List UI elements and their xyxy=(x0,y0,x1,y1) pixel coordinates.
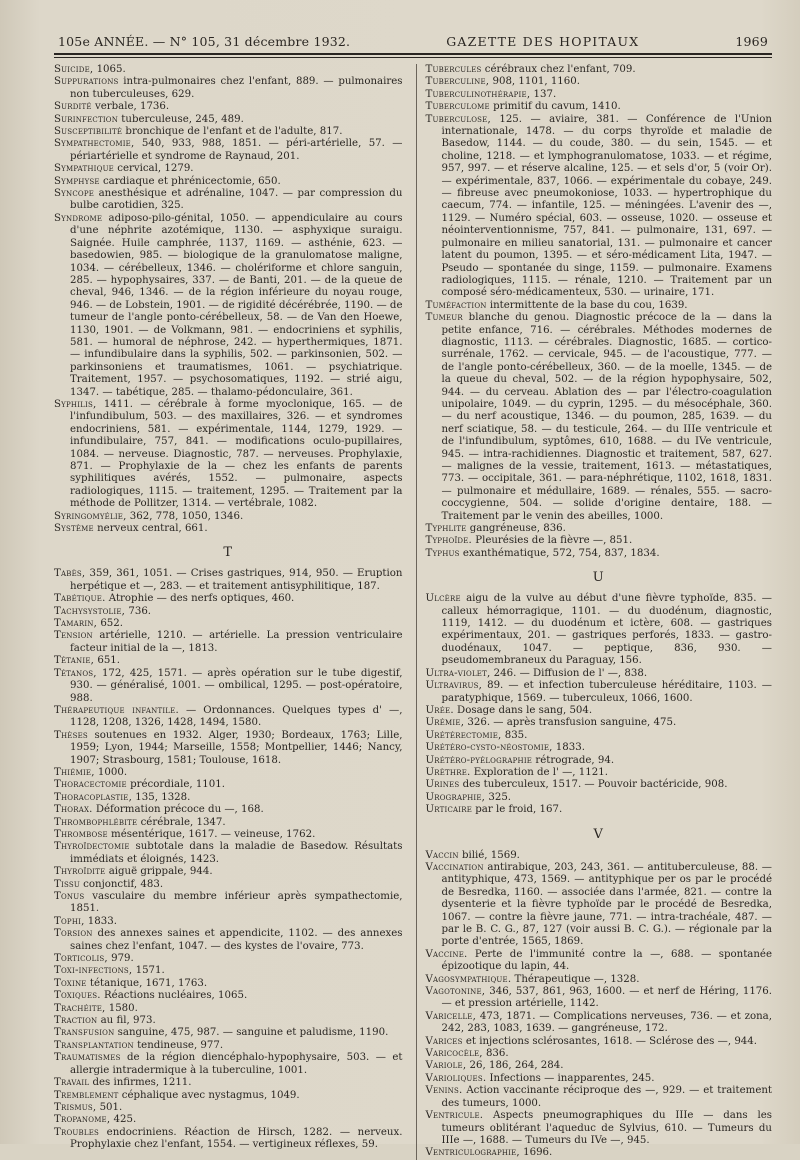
index-term: Thyroïdite xyxy=(54,866,106,878)
index-entry xyxy=(54,1090,402,1102)
index-references: 1065. xyxy=(93,64,126,75)
index-term: Tabès, xyxy=(54,568,86,580)
index-term: Suppurations xyxy=(54,76,119,88)
index-term: Venins. xyxy=(425,1085,463,1097)
index-entry xyxy=(54,523,402,535)
index-term: Thoracectomie xyxy=(54,779,127,791)
index-references: 172, 425, 1571. — après opération sur le tube digestif, 930. — généralisé, 1001. — ombilical, 1295. — post-opératoire, 988. xyxy=(70,667,403,704)
index-term: Ulcère xyxy=(425,593,461,605)
index-term: Tuberculome xyxy=(425,101,490,113)
index-references: des tuberculeux, 1517. — Pouvoir bactéricide, 908. xyxy=(459,779,728,791)
index-entry xyxy=(54,928,402,953)
index-entry xyxy=(54,655,402,667)
index-references: 736. xyxy=(125,605,152,617)
index-term: Urèthre. xyxy=(425,766,471,778)
index-references: 836. xyxy=(482,1048,509,1060)
index-entry xyxy=(425,114,772,300)
index-term: Urétéro-pyélographie xyxy=(425,754,533,766)
index-term: Ultra-violet, xyxy=(425,667,491,679)
page-number: 1969 xyxy=(735,34,768,49)
index-term: Syndrome xyxy=(54,212,103,224)
index-references: Perte de l'immunité contre la —, 688. — spontanée épizootique du lapin, 44. xyxy=(441,948,772,973)
index-term: Thrombose xyxy=(54,828,108,840)
index-references: verbale, 1736. xyxy=(91,101,170,113)
index-references: artérielle, 1210. — artérielle. La pression ventriculaire facteur initial de la —, 1813. xyxy=(70,630,403,654)
index-entry xyxy=(54,126,402,138)
index-entry xyxy=(425,767,772,779)
index-references: 501. xyxy=(96,1101,123,1113)
index-entry xyxy=(425,89,772,101)
index-term: Thèses xyxy=(54,729,88,741)
index-term: Varioliques. xyxy=(425,1072,487,1084)
index-entry xyxy=(425,101,772,113)
index-references: des annexes saines et appendicite, 1102. — des annexes saines chez l'enfant, 1047. — des kystes de l'ovaire, 773. xyxy=(70,928,403,952)
index-references: 325. xyxy=(485,791,512,803)
index-term: Troubles xyxy=(54,1126,100,1138)
index-term: Tamarin, xyxy=(54,618,98,630)
index-entry xyxy=(425,804,772,816)
index-term: Ventricule. xyxy=(425,1110,484,1122)
index-entry xyxy=(54,792,402,804)
index-entry xyxy=(54,511,402,523)
index-term: Typhoïde. xyxy=(425,535,472,547)
index-term: Tétanie, xyxy=(54,655,95,667)
index-term: Urémie, xyxy=(425,717,465,729)
index-references: nerveux central, 661. xyxy=(93,523,208,535)
index-entry xyxy=(54,1015,402,1027)
index-entry xyxy=(54,1077,402,1089)
index-term: Sympathique xyxy=(54,163,114,175)
index-references: 1580. xyxy=(105,1002,138,1014)
index-references: Infections — inapparentes, 245. xyxy=(486,1072,655,1084)
index-references: 540, 933, 988, 1851. — péri-artérielle, 57. — périartérielle et syndrome de Raynaud, 201. xyxy=(70,138,403,162)
index-entry xyxy=(54,1027,402,1039)
index-term: Ultravirus, xyxy=(425,680,483,692)
index-entry xyxy=(425,755,772,767)
index-entry xyxy=(54,1052,402,1077)
index-entry xyxy=(54,730,402,767)
index-term: Typhus xyxy=(425,547,460,559)
index-entry xyxy=(54,593,402,605)
index-references: tendineuse, 977. xyxy=(133,1039,224,1051)
index-references: 1411. — cérébrale à forme myoclonique, 165. — de l'infundibulum, 503. — des maxillaires, 326. — et syndromes endocriniens, 581. — expérimentale, 1144, 1279, 1929. — infundibulaire, 757, 841. — modifications oculo-pupillaires, 1084. — nerveuse. Diagnostic, 787. — nerveuses. Prophylaxie, 871. — Prophylaxie de la — chez les enfants de parents syphilitiques avérés, 1552. — pulmonaire, aspects radiologiques, 1115. — traitement, 1295. — Traitement par la méthode de Pollitzer, 1314. — vertébrale, 1082. xyxy=(70,398,403,510)
index-references: 425. xyxy=(110,1114,137,1126)
index-references: Thérapeutique —, 1328. xyxy=(511,973,640,985)
index-references: 137. xyxy=(530,88,557,100)
index-term: Urticaire xyxy=(425,804,473,816)
index-entry xyxy=(425,548,772,560)
index-entry xyxy=(54,978,402,990)
index-references: antirabique, 203, 243, 361. — antituberculeuse, 88. — antityphique, 473, 1569. — antityphique per os par le procédé de Besredka, 1160. — associée dans l'armée, 821. — contre la dysenterie et la fièvre typhoïde par le procédé de Besredka, 1067. — contre la fièvre jaune, 771. — intra-trachéale, 487. — par le B. C. G., 87, 127 (voir aussi B. C. G.). — régionale par la porte d'entrée, 1565, 1869. xyxy=(441,861,772,948)
index-entry xyxy=(54,1127,402,1152)
index-references: rétrograde, 94. xyxy=(532,754,615,766)
index-references: 135, 1328. xyxy=(132,791,191,803)
index-references: 473, 1871. — Complications nerveuses, 736. — et zona, 242, 283, 1083, 1639. — gangréneuse, 172. xyxy=(441,1010,772,1035)
index-term: Suicide, xyxy=(54,64,94,75)
index-term: Syphilis, xyxy=(54,398,97,410)
index-term: Susceptibilité xyxy=(54,126,123,138)
index-references: Exploration de l' —, 1121. xyxy=(470,766,608,778)
index-term: Thoracoplastie, xyxy=(54,791,133,803)
index-references: 979. xyxy=(107,953,134,965)
index-references: 89. — et infection tuberculeuse héréditaire, 1103. — paratyphique, 1569. — tuberculeux, 1066, 1600. xyxy=(441,680,772,704)
index-references: aiguë grippale, 944. xyxy=(105,866,213,878)
index-entry xyxy=(425,1036,772,1048)
index-references: 652. xyxy=(97,618,123,630)
index-term: Tonus xyxy=(54,891,85,902)
index-entry xyxy=(54,630,402,655)
index-entry xyxy=(425,730,772,742)
index-references: 651. xyxy=(94,655,121,667)
index-term: Traction xyxy=(54,1015,98,1027)
index-entry xyxy=(425,535,772,547)
index-entry xyxy=(425,1011,772,1036)
index-term: Variole, xyxy=(425,1060,467,1072)
index-term: Vagosympathique. xyxy=(425,973,512,985)
index-term: Vaccination xyxy=(425,861,484,873)
index-term: Système xyxy=(54,523,94,535)
index-references: 26, 186, 264, 284. xyxy=(466,1060,564,1072)
index-term: Thorax. xyxy=(54,804,93,816)
index-term: Torticolis, xyxy=(54,953,108,965)
index-references: Déformation précoce du —, 168. xyxy=(92,804,264,816)
running-header xyxy=(54,34,772,49)
index-entry xyxy=(54,804,402,816)
index-column-right xyxy=(416,64,772,1160)
index-references: tuberculeuse, 245, 489. xyxy=(118,113,244,125)
index-term: Urines xyxy=(425,779,460,791)
index-entry xyxy=(425,1073,772,1085)
index-entry xyxy=(425,1085,772,1110)
index-references: cérébraux chez l'enfant, 709. xyxy=(481,64,636,75)
index-references: Atrophie — des nerfs optiques, 460. xyxy=(105,593,295,605)
index-entry xyxy=(425,76,772,88)
index-entry xyxy=(425,680,772,705)
index-entry xyxy=(54,399,402,511)
index-references: 835. xyxy=(501,729,528,741)
index-column-left xyxy=(54,64,402,1160)
index-references: primitif du cavum, 1410. xyxy=(489,101,621,113)
index-entry xyxy=(54,176,402,188)
index-references: 326. — après transfusion sanguine, 475. xyxy=(464,717,677,729)
index-references: anesthésique et adrénaline, 1047. — par compression du bulbe carotidien, 325. xyxy=(70,188,403,212)
index-term: Tuberculinothérapie, xyxy=(425,88,531,100)
index-term: Tuméfaction xyxy=(425,299,487,311)
index-entry xyxy=(425,779,772,791)
index-entry xyxy=(425,792,772,804)
index-entry xyxy=(54,606,402,618)
index-references: Pleurésies de la fièvre —, 851. xyxy=(471,535,633,547)
index-term: Transfusion xyxy=(54,1027,115,1039)
index-references: Réactions nucléaires, 1065. xyxy=(100,990,248,1002)
section-letter: U xyxy=(592,570,605,586)
index-entry xyxy=(54,779,402,791)
index-references: céphalique avec nystagmus, 1049. xyxy=(118,1089,300,1101)
issue-line: 105e ANNÉE. — N° 105, 31 décembre 1932. xyxy=(58,34,351,49)
index-term: Thérapeutique infantile. xyxy=(54,704,179,716)
index-references: 1000. xyxy=(94,766,128,778)
index-term: Tumeur xyxy=(425,312,463,324)
index-references: 359, 361, 1051. — Crises gastriques, 914, 950. — Eruption herpétique et —, 283. — et traitement antisyphilitique, 187. xyxy=(70,568,403,592)
index-references: Aspects pneumographiques du IIIe — dans les tumeurs oblitérant l'aqueduc de Sylvius, 610. — Tumeurs du IIIe —, 1688. — Tumeurs du IVe —, 945. xyxy=(441,1110,772,1146)
index-entry xyxy=(425,523,772,535)
journal-title: GAZETTE DES HOPITAUX xyxy=(446,34,640,49)
section-letter: V xyxy=(593,826,604,842)
header-rule-thin xyxy=(54,57,772,58)
index-entry xyxy=(425,850,772,862)
index-references: — Ordonnances. Quelques types d' —, 1128, 1208, 1326, 1428, 1494, 1580. xyxy=(70,704,403,729)
index-references: bilié, 1569. xyxy=(458,849,520,861)
index-references: par le froid, 167. xyxy=(472,804,563,816)
index-references: de la région diencéphalo-hypophysaire, 503. — et allergie intradermique à la tuberculine, 1001. xyxy=(70,1052,403,1076)
index-references: intra-pulmonaires chez l'enfant, 889. — pulmonaires non tuberculeuses, 629. xyxy=(70,76,403,100)
index-references: 1571. xyxy=(132,965,165,977)
index-term: Urétérectomie, xyxy=(425,729,502,741)
index-term: Ventriculographie, xyxy=(425,1147,520,1159)
index-entry xyxy=(54,188,402,213)
index-references: cardiaque et phrénicectomie, 650. xyxy=(99,175,281,187)
index-references: tétanique, 1671, 1763. xyxy=(86,977,208,989)
index-references: au fil, 973. xyxy=(97,1015,156,1027)
index-entry xyxy=(425,862,772,949)
index-references: cervical, 1279. xyxy=(114,163,194,175)
header-rule xyxy=(54,53,772,55)
index-references: adiposo-pilo-génital, 1050. — appendiculaire au cours d'une néphrite azotémique, 1130. — asphyxique suraigu. Saignée. Huile camphrée, 1137, 1169. — asthénie, 623. — basedowien, 985. — biologique de la granulomatose maligne, 1034. — cérébelleux, 1346. — cholériforme et chlore sanguin, 285. — hypophysaires, 337. — de Banti, 201. — de la queue de cheval, 946, 1346. — de la région inférieure du noyau rouge, 946. — de Lobstein, 1901. — de rigidité décérébrée, 1190. — de tumeur de l'angle ponto-cérébelleux, 58. — de Van den Hoewe, 1130, 1901. — de Volkmann, 981. — endocriniens et syphilis, 581. — humoral de néphrose, 242. — hyperthermiques, 1871. — infundibulaire dans la syphilis, 502. — parkinsonien, 502. — parkinsoniens et traumatismes, 1061. — psychiatrique. Traitement, 1957. — psychosomatiques, 1192. — strié aigu, 1347. — tabétique, 285. — thalamo-pédonculaire, 361. xyxy=(70,212,403,398)
index-entry xyxy=(425,64,772,76)
index-term: Tubercules xyxy=(425,64,482,75)
index-entry xyxy=(425,705,772,717)
index-references: 1833. xyxy=(84,915,117,927)
index-entry xyxy=(425,668,772,680)
index-term: Varices xyxy=(425,1035,463,1047)
index-entry xyxy=(54,767,402,779)
index-references: 1833. xyxy=(552,742,585,754)
index-references: gangréneuse, 836. xyxy=(466,523,566,535)
index-entry xyxy=(425,974,772,986)
index-references: bronchique de l'enfant et de l'adulte, 817. xyxy=(122,126,343,138)
index-references: précordiale, 1101. xyxy=(126,779,225,791)
index-term: Trachéite, xyxy=(54,1002,106,1014)
index-term: Vaccine. xyxy=(425,948,468,960)
index-entry xyxy=(54,1114,402,1126)
index-references: Action vaccinante réciproque des —, 929. — et traitement des tumeurs, 1000. xyxy=(441,1085,772,1109)
index-term: Thrombophlébite xyxy=(54,816,138,828)
index-entry xyxy=(54,953,402,965)
index-term: Thiémie, xyxy=(54,766,95,778)
index-term: Surdité xyxy=(54,101,92,113)
index-entry xyxy=(54,64,402,76)
index-term: Toxine xyxy=(54,977,87,989)
index-term: Travail xyxy=(54,1077,90,1089)
index-entry xyxy=(425,742,772,754)
index-term: Surinfection xyxy=(54,113,119,125)
index-entry xyxy=(54,668,402,705)
index-entry xyxy=(54,213,402,399)
index-entry xyxy=(54,891,402,916)
index-term: Tétanos, xyxy=(54,667,97,679)
index-term: Varicocèle, xyxy=(425,1048,483,1060)
index-entry xyxy=(54,817,402,829)
index-entry xyxy=(54,916,402,928)
index-term: Tachysystolie, xyxy=(54,605,126,617)
index-references: exanthématique, 572, 754, 837, 1834. xyxy=(459,547,660,559)
index-term: Tremblement xyxy=(54,1089,119,1101)
index-entry xyxy=(54,568,402,593)
index-references: 346, 537, 861, 963, 1600. — et nerf de Héring, 1176. — et pression artérielle, 1142. xyxy=(441,986,772,1010)
index-references: blanche du genou. Diagnostic précoce de la — dans la petite enfance, 716. — cérébrales. Méthodes modernes de diagnostic, 1113. — cérébrales. Diagnostic, 1685. — cortico-surrénale, 1762. — cervicale, 945. — de l'acoustique, 777. — de l'angle ponto-cérébelleux, 360. — de la moelle, 1345. — de la queue du cheval, 502. — de la région hypophysaire, 502, 944. — du cerveau. Ablation des — par l'électro-coagulation unipolaire, 1049. — du cyprin, 1295. — du mésocéphale, 360. — du nerf acoustique, 1346. — du poumon, 285, 1639. — du nerf sciatique, 58. — du testicule, 264. — du IIIe ventricule et de l'infundibulum, syptômes, 610, 1688. — du IVe ventricule, 945. — intra-rachidiennes. Diagnostic et traitement, 587, 627. — malignes de la vessie, traitement, 1613. — métastatiques, 773. — occipitale, 361. — para-néphrétique, 1102, 1618, 1831. — pulmonaire et médullaire, 1689. — rénales, 555. — sacro-coccygienne, 504. — solide d'origine dentaire, 188. — Traitement par le venin des abeilles, 1000. xyxy=(441,312,772,522)
index-term: Trismus, xyxy=(54,1101,97,1113)
index-references: 125. — aviaire, 381. — Conférence de l'Union internationale, 1478. — du corps thyroïde et maladie de Basedow, 1144. — du coude, 380. — du sein, 1545. — et choline, 1218. — et lymphogranulomatose, 1033. — et régime, 957, 997. — et réserve alcaline, 125. — et sels d'or, 5 (voir Or). — expérimentale, 837, 1066. — expérimentale du cobaye, 249. — fibreuse avec pneumokoniose, 1033. — hypertrophique du caecum, 774. — infantile, 125. — méningées. L'avenir des —, 1129. — Numéro spécial, 603. — osseuse, 1020. — osseuse et néointerventionnisme, 757, 841. — pulmonaire, 131, 697. — pulmonaire en milieu sanatorial, 131. — pulmonaire et cancer latent du poumon, 1395. — et séro-médicament Lita, 1947. — Pseudo — spontanée du singe, 1159. — pulmonaire. Examens radiologiques, 1115. — rénale, 1210. — Traitement par un composé séro-médicamenteux, 530. — urinaire, 171. xyxy=(441,113,772,299)
index-term: Tophi, xyxy=(54,915,85,927)
index-entry xyxy=(54,138,402,163)
index-entry xyxy=(54,990,402,1002)
index-entry xyxy=(425,717,772,729)
index-entry xyxy=(425,312,772,523)
index-entry xyxy=(54,705,402,730)
index-entry xyxy=(54,101,402,113)
index-term: Tuberculine, xyxy=(425,76,490,88)
index-references: 246. — Diffusion de l' —, 838. xyxy=(490,667,648,679)
index-term: Tissu xyxy=(54,878,80,890)
index-references: 1696. xyxy=(519,1147,553,1159)
index-entry xyxy=(54,1102,402,1114)
index-references: 362, 778, 1050, 1346. xyxy=(126,510,244,522)
index-term: Toxiques. xyxy=(54,990,101,1002)
index-references: intermittente de la base du cou, 1639. xyxy=(486,299,688,311)
index-entry xyxy=(425,1048,772,1060)
index-term: Transplantation xyxy=(54,1039,134,1051)
index-entry xyxy=(54,114,402,126)
index-references: soutenues en 1932. Alger, 1930; Bordeaux, 1763; Lille, 1959; Lyon, 1944; Marseille, 1558; Montpellier, 1446; Nancy, 1907; Strasbourg, 1581; Toulouse, 1618. xyxy=(70,729,403,766)
index-entry xyxy=(54,866,402,878)
section-letter: T xyxy=(223,545,234,561)
index-term: Vagotonine, xyxy=(425,986,486,998)
index-term: Thyroïdectomie xyxy=(54,841,130,853)
index-term: Urographie, xyxy=(425,791,486,803)
index-entry xyxy=(54,965,402,977)
index-references: 908, 1101, 1160. xyxy=(489,76,580,88)
index-entry xyxy=(54,618,402,630)
index-term: Toxi-infections, xyxy=(54,965,133,977)
index-references: sanguine, 475, 987. — sanguine et paludisme, 1190. xyxy=(114,1027,389,1039)
index-references: vasculaire du membre inférieur après sympathectomie, 1851. xyxy=(70,891,403,915)
index-entry xyxy=(425,593,772,667)
index-entry xyxy=(54,1003,402,1015)
index-references: aigu de la vulve au début d'une fièvre typhoïde, 835. — calleux hémorragique, 1101. — du duodénum, diagnostic, 1119, 1412. — du duodénum et ictère, 608. — gastriques expérimentaux, 201. — gastriques perforés, 1833. — gastro-duodénaux, 1047. — peptique, 836, 930. — pseudomembraneux du Paraguay, 156. xyxy=(441,593,772,667)
index-term: Torsion xyxy=(54,928,93,940)
index-term: Urée. xyxy=(425,704,454,716)
index-entry xyxy=(425,1110,772,1147)
index-entry xyxy=(54,841,402,866)
index-references: conjonctif, 483. xyxy=(79,878,164,890)
index-term: Tuberculose, xyxy=(425,113,491,125)
index-references: et injections sclérosantes, 1618. — Sclérose des —, 944. xyxy=(462,1035,757,1047)
index-entry xyxy=(425,1060,772,1072)
index-term: Varicelle, xyxy=(425,1010,477,1022)
index-term: Typhlite xyxy=(425,523,467,535)
index-entry xyxy=(425,986,772,1011)
index-term: Urétéro-cysto-néostomie, xyxy=(425,742,553,754)
index-term: Tabétique. xyxy=(54,593,106,605)
index-references: cérébrale, 1347. xyxy=(137,816,226,828)
index-term: Sympathectomie, xyxy=(54,138,135,150)
index-entry xyxy=(425,1147,772,1159)
index-entry xyxy=(54,1040,402,1052)
index-term: Syncope xyxy=(54,188,95,200)
index-term: Syringomyélie, xyxy=(54,510,127,522)
index-term: Traumatismes xyxy=(54,1052,121,1064)
index-columns xyxy=(54,64,772,1160)
index-references: Dosage dans le sang, 504. xyxy=(453,704,593,716)
index-entry xyxy=(425,949,772,974)
index-term: Vaccin xyxy=(425,849,459,861)
index-term: Symphyse xyxy=(54,175,100,187)
index-references: endocriniens. Réaction de Hirsch, 1282. — nerveux. Prophylaxie chez l'enfant, 1554. — vertigineux réflexes, 59. xyxy=(70,1126,403,1151)
index-term: Tension xyxy=(54,630,93,642)
index-references: mésentérique, 1617. — veineuse, 1762. xyxy=(107,828,316,840)
index-entry xyxy=(54,76,402,101)
index-entry xyxy=(54,163,402,175)
index-references: subtotale dans la maladie de Basedow. Résultats immédiats et éloignés, 1423. xyxy=(70,841,403,865)
index-entry xyxy=(54,829,402,841)
index-term: Tropanome, xyxy=(54,1114,111,1126)
index-entry xyxy=(425,300,772,312)
index-references: des infirmes, 1211. xyxy=(89,1077,192,1089)
index-entry xyxy=(54,879,402,891)
